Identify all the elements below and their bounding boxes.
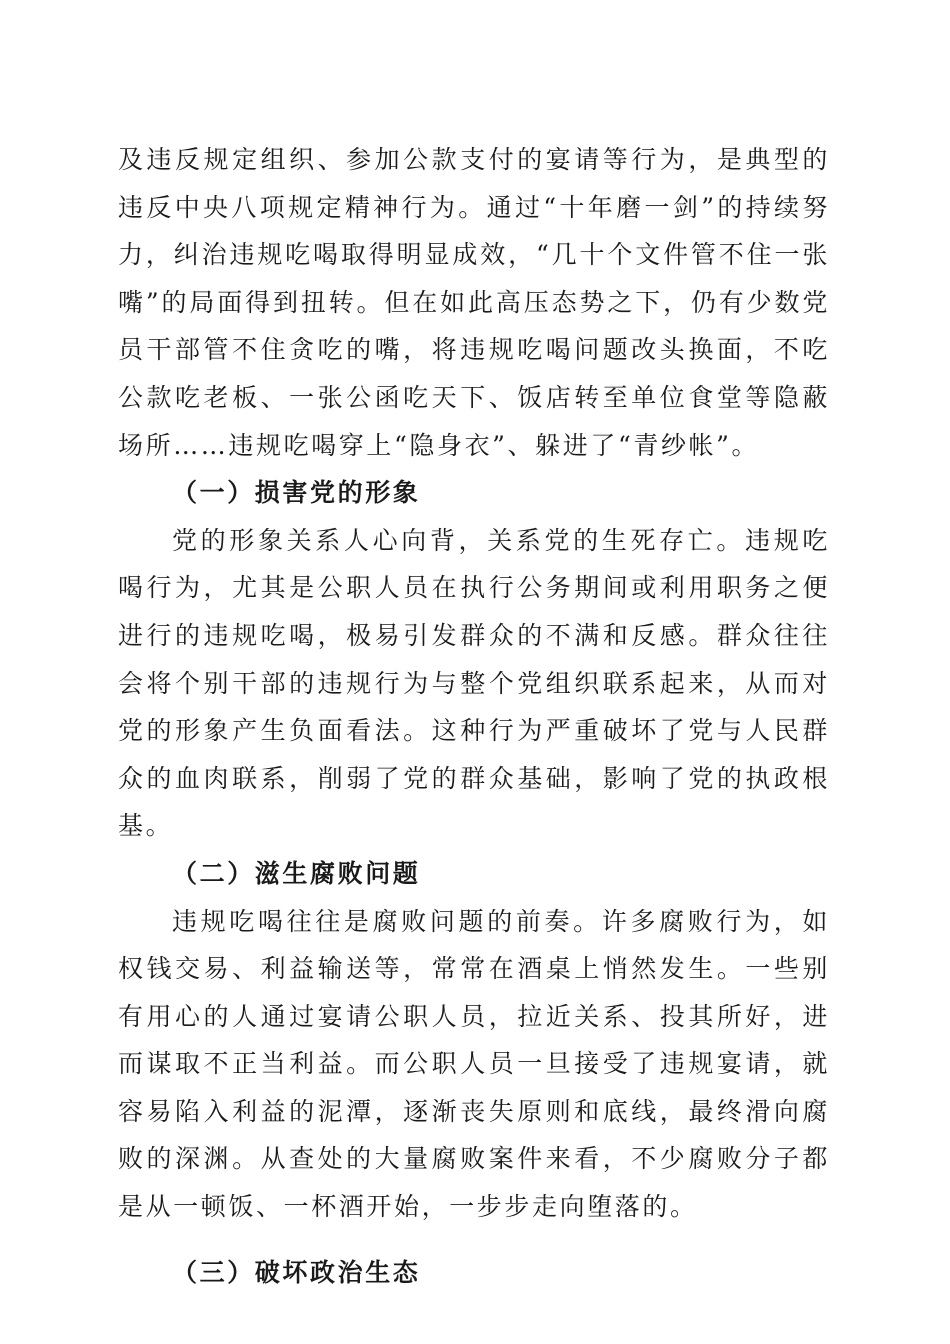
- section-heading: （二）滋生腐败问题: [172, 858, 421, 888]
- body-paragraph: 及违反规定组织、参加公款支付的宴请等行为，是典型的违反中央八项规定精神行为。通过“十年磨一剑”的持续努力，纠治违规吃喝取得明显成效，“几十个文件管不住一张嘴”的局面得到扭转。但在如此高压态势之下，仍有少数党员干部管不住贪吃的嘴，将违规吃喝问题改头换面，不吃公款吃老板、一张公函吃天下、饭店转至单位食堂等隐蔽场所……违规吃喝穿上“隐身衣”、躲进了“青纱帐”。: [118, 145, 830, 460]
- section-heading: （一）损害党的形象: [172, 478, 421, 508]
- body-paragraph: 违规吃喝往往是腐败问题的前奏。许多腐败行为，如权钱交易、利益输送等，常常在酒桌上悄然发生。一些别有用心的人通过宴请公职人员，拉近关系、投其所好，进而谋取不正当利益。而公职人员一旦接受了违规宴请，就容易陷入利益的泥潭，逐渐丧失原则和底线，最终滑向腐败的深渊。从查处的大量腐败案件来看，不少腐败分子都是从一顿饭、一杯酒开始，一步步走向堕落的。: [118, 906, 830, 1222]
- section-heading: （三）破坏政治生态: [172, 1257, 421, 1287]
- document-page: [118, 136, 830, 1296]
- body-paragraph: 党的形象关系人心向背，关系党的生死存亡。违规吃喝行为，尤其是公职人员在执行公务期间或利用职务之便进行的违规吃喝，极易引发群众的不满和反感。群众往往会将个别干部的违规行为与整个党组织联系起来，从而对党的形象产生负面看法。这种行为严重破坏了党与人民群众的血肉联系，削弱了党的群众基础，影响了党的执政根基。: [118, 525, 830, 841]
